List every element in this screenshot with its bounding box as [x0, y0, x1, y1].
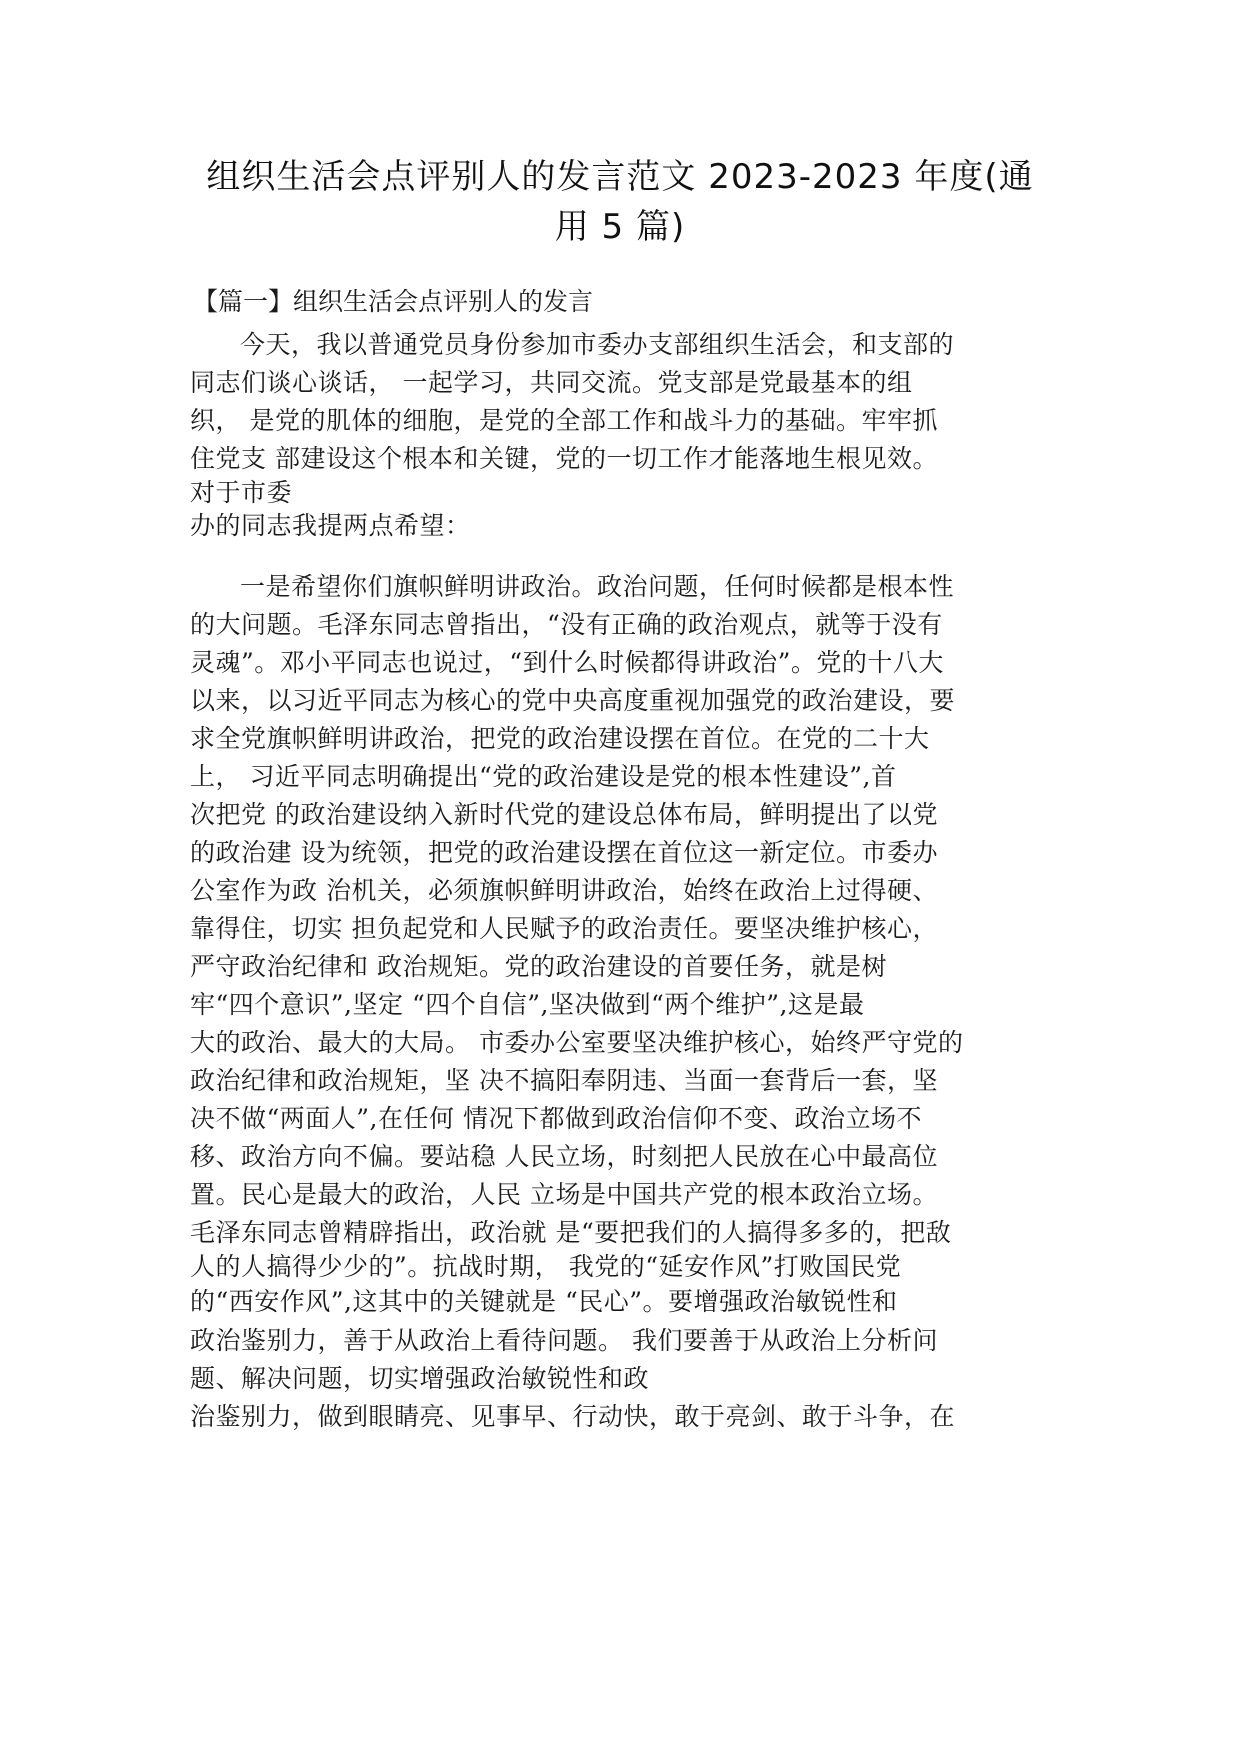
text-line: 上， 习近平同志明确提出“党的政治建设是党的根本性建设”,首 [190, 762, 897, 791]
paragraph-politics [190, 568, 1070, 1436]
text-line: 置。民心是最大的政治，人民 立场是中国共产党的根本政治立场。 [190, 1180, 938, 1209]
text-line: 严守政治纪律和 政治规矩。党的政治建设的首要任务，就是树 [190, 952, 887, 981]
text-line: 的政治建 设为统领，把党的政治建设摆在首位这一新定位。市委办 [190, 838, 938, 867]
text-line: 治鉴别力，做到眼睛亮、见事早、行动快，敢于亮剑、敢于斗争，在 [190, 1402, 956, 1431]
text-line: 同志们谈心谈话， 一起学习，共同交流。党支部是党最基本的组 [190, 368, 913, 397]
text-line: 公室作为政 治机关，必须旗帜鲜明讲政治，始终在政治上过得硬、 [190, 876, 938, 905]
section-heading: 【篇一】组织生活会点评别人的发言 [193, 287, 594, 316]
title-line-1: 组织生活会点评别人的发言范文 2023-2023 年度(通 [206, 157, 1034, 197]
text-line: 牢“四个意识”,坚定 “四个自信”,坚决做到“两个维护”,这是最 [190, 990, 865, 1019]
title-line-2: 用 5 篇) [554, 207, 686, 247]
document-title [180, 152, 1060, 252]
text-line: 决不做“两面人”,在任何 情况下都做到政治信仰不变、政治立场不 [190, 1104, 922, 1133]
text-line: 住党支 部建设这个根本和关键，党的一切工作才能落地生根见效。 [190, 444, 938, 473]
text-line: 次把党 的政治建设纳入新时代党的建设总体布局，鲜明提出了以党 [190, 800, 938, 829]
text-line: 一是希望你们旗帜鲜明讲政治。政治问题，任何时候都是根本性 [240, 572, 955, 601]
text-line: 的“西安作风”,这其中的关键就是 “民心”。要增强政治敏锐性和 [190, 1287, 898, 1316]
text-line: 的大问题。毛泽东同志曾指出，“没有正确的政治观点，就等于没有 [190, 610, 943, 639]
text-line: 政治纪律和政治规矩，坚 决不搞阳奉阴违、当面一套背后一套，坚 [190, 1066, 938, 1095]
text-line: 题、解决问题，切实增强政治敏锐性和政 [190, 1364, 650, 1393]
text-line: 今天，我以普通党员身份参加市委办支部组织生活会，和支部的 [240, 330, 955, 359]
text-line: 求全党旗帜鲜明讲政治，把党的政治建设摆在首位。在党的二十大 [190, 724, 930, 753]
text-line: 人的人搞得少少的”。抗战时期， 我党的“延安作风”打败国民党 [190, 1252, 902, 1281]
text-line: 靠得住，切实 担负起党和人民赋予的政治责任。要坚决维护核心， [190, 914, 938, 943]
text-line: 移、政治方向不偏。要站稳 人民立场，时刻把人民放在心中最高位 [190, 1142, 938, 1171]
text-line: 织， 是党的肌体的细胞，是党的全部工作和战斗力的基础。牢牢抓 [190, 406, 938, 435]
paragraph-intro [190, 326, 1070, 544]
text-line: 政治鉴别力，善于从政治上看待问题。 我们要善于从政治上分析问 [190, 1326, 938, 1355]
text-line: 大的政治、最大的大局。 市委办公室要坚决维护核心，始终严守党的 [190, 1028, 964, 1057]
text-line: 毛泽东同志曾精辟指出，政治就 是“要把我们的人搞得多多的，把敌 [190, 1218, 952, 1247]
text-line: 以来，以习近平同志为核心的党中央高度重视加强党的政治建设，要 [190, 686, 956, 715]
text-line: 灵魂”。邓小平同志也说过，“到什么时候都得讲政治”。党的十八大 [190, 648, 944, 677]
text-line: 对于市委 [190, 478, 293, 507]
text-line: 办的同志我提两点希望： [190, 511, 471, 540]
